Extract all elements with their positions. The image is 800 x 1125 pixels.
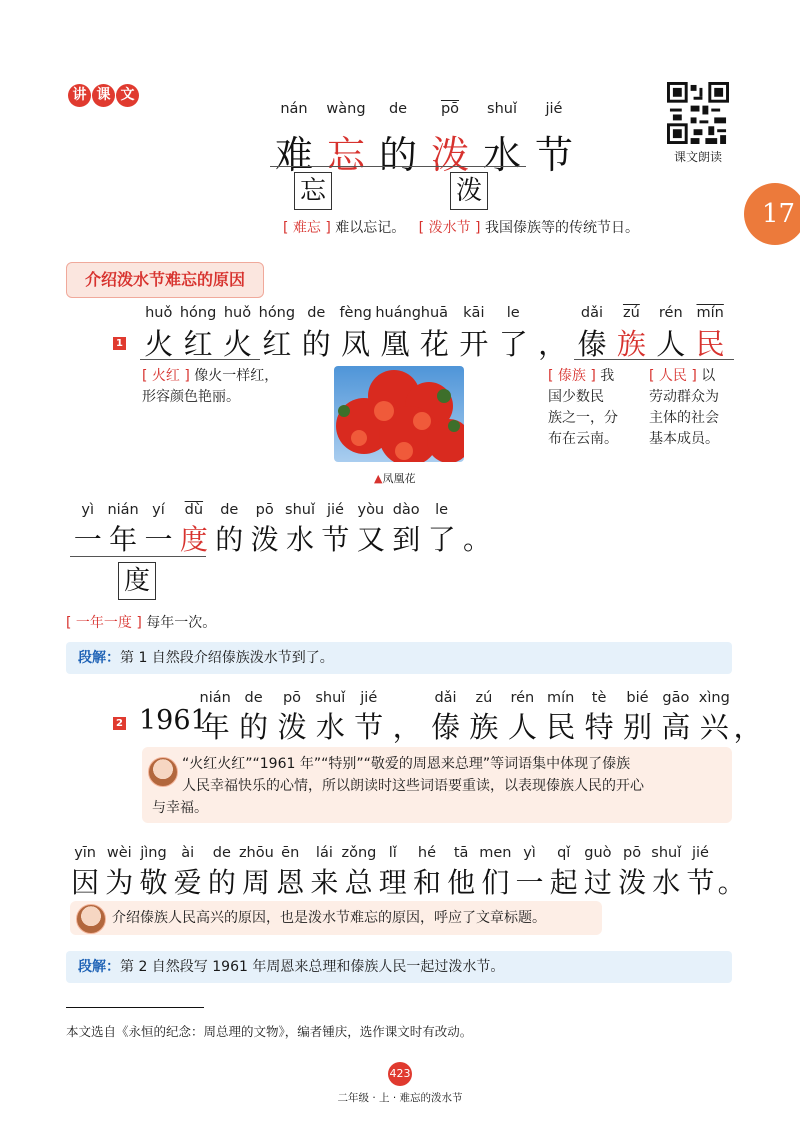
- reading-tip-1: “火红火红”“1961 年”“特别”“敬爱的周恩来总理”等词语集中体现了傣族 人民幸福快乐的心情，所以朗读时这些词语要重读，以表现傣族人民的开心 与幸福。: [142, 747, 732, 823]
- p2-pinyin-row: nián de pō shuǐ jié dǎi zú rén mín tè bié gāo xìng: [199, 690, 730, 706]
- page-footer: 二年级 · 上 · 难忘的泼水节: [337, 1092, 463, 1104]
- new-char-box-du: 度: [118, 562, 156, 600]
- section-heading: 介绍泼水节难忘的原因: [66, 262, 264, 298]
- new-char-box-po: 泼: [450, 172, 488, 210]
- teacher-avatar-icon: [76, 904, 106, 934]
- gloss-huohong: [ 火红 ] 像火一样红， 形容颜色艳丽。: [142, 368, 279, 405]
- p1-underline-a: [140, 359, 260, 360]
- summary-1: 段解：第 1 自然段介绍傣族泼水节到了。: [66, 642, 732, 674]
- p1b-underline: [70, 556, 206, 557]
- gloss-renmin: [ 人民 ] 以 劳动群众为 主体的社会 基本成员。: [649, 368, 719, 447]
- summary-2: 段解：第 2 自然段写 1961 年周恩来总理和傣族人民一起过泼水节。: [66, 951, 732, 983]
- qr-code-icon[interactable]: [667, 82, 729, 144]
- paragraph-number-1: 1: [113, 337, 126, 350]
- title-gloss: [ 难忘 ] 难以忘记。 [ 泼水节 ] 我国傣族等的传统节日。: [283, 220, 639, 236]
- p1-text-row: 火 红 火 红 的 凤 凰 花 开 了 ， 傣 族 人 民: [144, 327, 725, 361]
- p1b-text-row: 一 年 一 度 的 泼 水 节 又 到 了 。: [73, 523, 491, 556]
- p1-underline-b: [574, 359, 734, 360]
- footnote: 本文选自《永恒的纪念：周总理的文物》，编者锺庆，选作课文时有改动。: [66, 1024, 473, 1039]
- phoenix-flower-photo: [334, 366, 464, 462]
- p2b-pinyin-row: yīn wèi jìng ài de zhōu ēn lái zǒng lǐ hé tā men yì qǐ guò pō shuǐ jié: [74, 845, 709, 861]
- unit-number-badge: 17: [744, 183, 800, 245]
- p2b-text-row: 因 为 敬 爱 的 周 恩 来 总 理 和 他 们 一 起 过 泼 水 节 。: [71, 866, 746, 899]
- gloss-yinianyidu: [ 一年一度 ] 每年一次。: [66, 615, 217, 631]
- reading-tip-2: 介绍傣族人民高兴的原因，也是泼水节难忘的原因，呼应了文章标题。: [70, 901, 602, 935]
- title-pinyin-row: nán wàng de $\overline{pō}$ shuǐ jié: [280, 101, 563, 117]
- title-underline: [270, 166, 526, 167]
- qr-label: 课文朗读: [673, 150, 722, 164]
- p2-text-row: 1961 年 的 泼 水 节 ， 傣 族 人 民 特 别 高 兴 ，: [139, 705, 763, 744]
- photo-caption: ▲凤凰花: [374, 472, 416, 485]
- lesson-badge: 讲 课 文: [68, 84, 142, 106]
- footnote-rule: [66, 1007, 204, 1008]
- p1b-pinyin-row: yì nián yí $\overline{dù}$ de pō shuǐ jié yòu dào le: [81, 502, 449, 518]
- new-char-box-wang: 忘: [294, 172, 332, 210]
- paragraph-number-2: 2: [113, 717, 126, 730]
- gloss-daizu: [ 傣族 ] 我 国少数民 族之一，分 布在云南。: [548, 368, 618, 447]
- lesson-title: 难 忘 的 泼 水 节: [274, 133, 573, 177]
- p1-pinyin-row: huǒ hóng huǒ hóng de fèng huáng huā kāi le dǎi $\overline{zú}$ rén $\overline{mín}$: [145, 305, 724, 321]
- teacher-avatar-icon: [148, 757, 178, 787]
- page-number: 423: [388, 1062, 412, 1086]
